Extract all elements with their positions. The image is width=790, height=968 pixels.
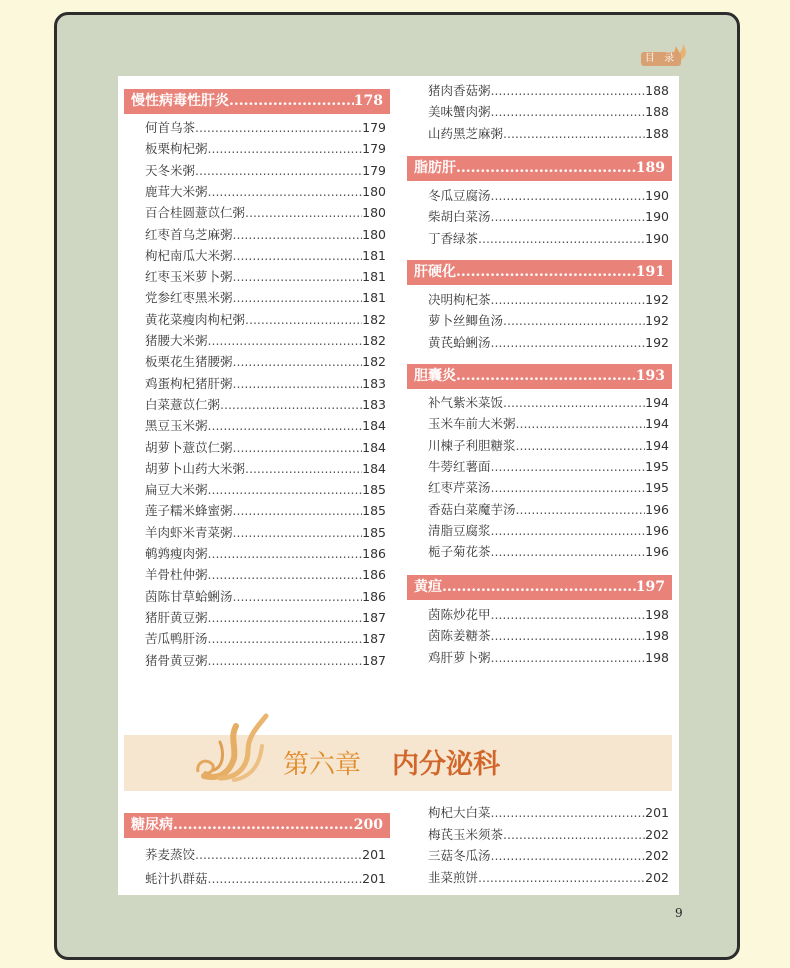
toc-entry[interactable] — [145, 459, 386, 479]
dot-leader — [233, 438, 363, 458]
entry-page: 198 — [645, 649, 669, 665]
entry-title: 枸杞南瓜大米粥 — [145, 247, 233, 263]
toc-entry[interactable] — [145, 246, 386, 266]
dot-leader — [208, 331, 363, 351]
entry-page: 190 — [645, 209, 669, 225]
toc-entry[interactable] — [145, 523, 386, 543]
entry-title: 枸杞大白菜 — [428, 805, 491, 820]
entry-title: 板栗花生猪腰粥 — [145, 354, 233, 370]
dot-leader — [478, 229, 645, 249]
toc-entry[interactable] — [145, 480, 386, 500]
toc-entry[interactable] — [428, 229, 669, 249]
entry-title: 山药黑芝麻粥 — [428, 125, 504, 141]
entry-page: 184 — [362, 460, 386, 476]
entry-title: 蚝汁扒群菇 — [145, 871, 208, 886]
dot-leader — [491, 81, 646, 101]
toc-entry[interactable] — [428, 542, 669, 562]
dot-leader — [233, 225, 363, 245]
toc-entry[interactable] — [145, 501, 386, 521]
entry-title: 荞麦蒸饺 — [145, 847, 196, 862]
entry-title: 黄花菜瘦肉枸杞粥 — [145, 311, 246, 327]
dot-leader — [491, 290, 646, 310]
dot-leader — [516, 414, 646, 434]
entry-page: 179 — [362, 162, 386, 178]
dot-leader — [195, 161, 362, 181]
dot-leader — [208, 480, 363, 500]
entry-page: 190 — [645, 230, 669, 246]
entry-page: 180 — [362, 205, 386, 221]
dot-leader — [491, 542, 646, 562]
entry-title: 鹿茸大米粥 — [145, 183, 208, 199]
entry-title: 韭菜煎饼 — [428, 870, 479, 886]
entry-title: 茵陈甘草蛤蜊汤 — [145, 588, 233, 604]
entry-page: 182 — [362, 333, 386, 348]
entry-title: 猪腰大米粥 — [145, 333, 208, 348]
dot-leader — [491, 846, 646, 866]
entry-title: 苦瓜鸭肝汤 — [145, 631, 208, 647]
section-title: 黄疸 — [414, 579, 442, 595]
toc-entry[interactable] — [145, 161, 386, 181]
dot-leader — [233, 246, 363, 266]
dot-leader — [229, 89, 354, 114]
section-heading[interactable] — [124, 89, 390, 114]
toc-entry[interactable] — [145, 587, 386, 607]
toc-entry[interactable] — [428, 333, 669, 353]
toc-entry[interactable] — [145, 310, 386, 330]
entry-title: 牛蒡红薯面 — [428, 458, 491, 474]
entry-page: 186 — [362, 546, 386, 561]
section-page: 178 — [353, 93, 383, 109]
toc-entry[interactable] — [428, 393, 669, 413]
toc-entry[interactable] — [145, 139, 386, 159]
dot-leader — [491, 102, 646, 122]
toc-entry[interactable] — [145, 629, 386, 649]
toc-entry[interactable] — [428, 478, 669, 498]
toc-entry[interactable] — [428, 81, 669, 101]
entry-page: 192 — [645, 334, 669, 350]
toc-entry[interactable] — [428, 500, 669, 520]
toc-entry[interactable] — [145, 118, 386, 138]
entry-title: 猪肝黄豆粥 — [145, 609, 208, 625]
toc-entry[interactable] — [145, 331, 386, 351]
entry-page: 185 — [362, 482, 386, 498]
toc-entry[interactable] — [145, 352, 386, 372]
toc-entry[interactable] — [428, 846, 669, 866]
entry-page: 192 — [645, 313, 669, 329]
dot-leader — [478, 868, 645, 888]
entry-title: 莲子糯米蜂蜜粥 — [145, 503, 233, 519]
dot-leader — [491, 186, 646, 206]
entry-page: 188 — [645, 104, 669, 120]
toc-entry[interactable] — [428, 626, 669, 646]
entry-title: 红枣芹菜汤 — [428, 480, 491, 496]
dot-leader — [208, 608, 363, 628]
toc-entry[interactable] — [145, 225, 386, 245]
dot-leader — [245, 203, 362, 223]
toc-entry[interactable] — [145, 544, 386, 564]
entry-title: 梅芪玉米须茶 — [428, 826, 504, 842]
dot-leader — [491, 457, 646, 477]
entry-page: 195 — [645, 458, 669, 474]
dot-leader — [233, 587, 363, 607]
entry-title: 丁香绿茶 — [428, 230, 479, 246]
section-title: 胆囊炎 — [414, 368, 456, 384]
section-heading[interactable] — [407, 364, 672, 389]
dot-leader — [208, 629, 363, 649]
toc-entry[interactable] — [145, 565, 386, 585]
entry-page: 187 — [362, 631, 386, 647]
dot-leader — [516, 436, 646, 456]
dot-leader — [233, 352, 363, 372]
entry-title: 栀子菊花茶 — [428, 544, 491, 560]
toc-entry[interactable] — [145, 288, 386, 308]
section-page: 193 — [635, 368, 665, 384]
toc-entry[interactable] — [145, 374, 386, 394]
dot-leader — [173, 813, 354, 838]
entry-page: 201 — [362, 847, 386, 862]
toc-entry[interactable] — [428, 290, 669, 310]
toc-entry[interactable] — [428, 521, 669, 541]
dot-leader — [233, 267, 363, 287]
entry-page: 184 — [362, 418, 386, 434]
entry-title: 红枣玉米萝卜粥 — [145, 269, 233, 285]
toc-entry[interactable] — [145, 651, 386, 671]
dot-leader — [233, 288, 363, 308]
chapter-flame-ornament-icon — [190, 706, 276, 788]
dot-leader — [491, 626, 646, 646]
section-page: 200 — [353, 817, 383, 833]
dot-leader — [233, 523, 363, 543]
toc-entry[interactable] — [145, 267, 386, 287]
entry-page: 196 — [645, 522, 669, 538]
entry-title: 党参红枣黑米粥 — [145, 290, 233, 306]
toc-entry[interactable] — [428, 605, 669, 625]
entry-page: 202 — [645, 826, 669, 842]
toc-header-label: 目 录 — [641, 52, 681, 66]
toc-entry[interactable] — [428, 102, 669, 122]
toc-entry[interactable] — [428, 648, 669, 668]
dot-leader — [233, 374, 363, 394]
entry-title: 鹌鹑瘦肉粥 — [145, 546, 208, 561]
entry-page: 180 — [362, 183, 386, 199]
dot-leader — [220, 395, 362, 415]
toc-entry[interactable] — [428, 311, 669, 331]
entry-page: 181 — [362, 247, 386, 263]
entry-page: 198 — [645, 607, 669, 622]
entry-page: 181 — [362, 269, 386, 285]
entry-page: 196 — [645, 544, 669, 560]
dot-leader — [195, 118, 362, 138]
dot-leader — [503, 124, 645, 144]
toc-entry[interactable] — [145, 395, 386, 415]
entry-title: 玉米车前大米粥 — [428, 416, 516, 432]
dot-leader — [503, 825, 645, 845]
entry-title: 百合桂圆薏苡仁粥 — [145, 205, 246, 221]
entry-title: 黄芪蛤蜊汤 — [428, 334, 491, 350]
entry-page: 188 — [645, 83, 669, 98]
dot-leader — [208, 565, 363, 585]
dot-leader — [208, 869, 363, 889]
toc-entry[interactable] — [428, 803, 669, 823]
toc-entry[interactable] — [428, 457, 669, 477]
entry-title: 羊骨杜仲粥 — [145, 567, 208, 583]
entry-page: 185 — [362, 503, 386, 519]
toc-entry[interactable] — [145, 182, 386, 202]
entry-title: 补气紫米菜饭 — [428, 395, 504, 410]
entry-page: 188 — [645, 125, 669, 141]
dot-leader — [516, 500, 646, 520]
toc-entry[interactable] — [428, 436, 669, 456]
entry-page: 183 — [362, 396, 386, 412]
entry-title: 胡萝卜薏苡仁粥 — [145, 439, 233, 455]
dot-leader — [491, 478, 646, 498]
entry-title: 三菇冬瓜汤 — [428, 848, 491, 864]
entry-title: 羊肉虾米青菜粥 — [145, 524, 233, 540]
section-heading[interactable] — [124, 813, 390, 838]
entry-title: 胡萝卜山药大米粥 — [145, 460, 246, 476]
entry-page: 180 — [362, 226, 386, 242]
dot-leader — [208, 544, 363, 564]
section-title: 糖尿病 — [131, 817, 173, 833]
dot-leader — [442, 575, 636, 600]
entry-page: 181 — [362, 290, 386, 306]
entry-page: 192 — [645, 292, 669, 307]
dot-leader — [491, 605, 646, 625]
entry-title: 鸡肝萝卜粥 — [428, 649, 491, 665]
section-page: 189 — [635, 160, 665, 176]
toc-entry[interactable] — [145, 203, 386, 223]
entry-title: 扁豆大米粥 — [145, 482, 208, 498]
entry-page: 184 — [362, 439, 386, 455]
entry-page: 202 — [645, 848, 669, 864]
section-page: 197 — [635, 579, 665, 595]
entry-title: 猪骨黄豆粥 — [145, 652, 208, 668]
entry-title: 何首乌茶 — [145, 120, 196, 135]
entry-title: 白菜薏苡仁粥 — [145, 396, 221, 412]
chapter-number: 第六章 — [283, 750, 362, 780]
entry-title: 天冬米粥 — [145, 162, 196, 178]
section-heading[interactable] — [407, 260, 672, 285]
toc-entry[interactable] — [428, 868, 669, 888]
entry-title: 茵陈炒花甲 — [428, 607, 491, 622]
entry-page: 195 — [645, 480, 669, 496]
page-number: 9 — [675, 906, 683, 920]
entry-page: 194 — [645, 416, 669, 432]
section-title: 肝硬化 — [414, 264, 456, 280]
dot-leader — [491, 803, 646, 823]
entry-page: 198 — [645, 628, 669, 644]
entry-title: 茵陈姜糖茶 — [428, 628, 491, 644]
dot-leader — [503, 311, 645, 331]
entry-page: 182 — [362, 354, 386, 370]
entry-page: 201 — [645, 805, 669, 820]
section-title: 慢性病毒性肝炎 — [131, 93, 229, 109]
entry-page: 194 — [645, 437, 669, 453]
entry-page: 183 — [362, 375, 386, 391]
entry-title: 香菇白菜魔芋汤 — [428, 501, 516, 517]
toc-entry[interactable] — [145, 438, 386, 458]
entry-title: 猪肉香菇粥 — [428, 83, 491, 98]
toc-entry[interactable] — [145, 416, 386, 436]
entry-page: 186 — [362, 588, 386, 604]
entry-page: 194 — [645, 395, 669, 410]
entry-title: 板栗枸杞粥 — [145, 141, 208, 157]
section-heading[interactable] — [407, 575, 672, 600]
entry-page: 187 — [362, 652, 386, 668]
entry-page: 187 — [362, 609, 386, 625]
dot-leader — [195, 845, 362, 865]
entry-page: 186 — [362, 567, 386, 583]
dot-leader — [245, 459, 362, 479]
dot-leader — [456, 364, 636, 389]
entry-page: 179 — [362, 141, 386, 157]
entry-page: 185 — [362, 524, 386, 540]
dot-leader — [208, 182, 363, 202]
dot-leader — [491, 648, 646, 668]
entry-page: 179 — [362, 120, 386, 135]
toc-entry[interactable] — [145, 845, 386, 865]
section-heading[interactable] — [407, 156, 672, 181]
entry-title: 鸡蛋枸杞猪肝粥 — [145, 375, 233, 391]
entry-title: 决明枸杞茶 — [428, 292, 491, 307]
dot-leader — [233, 501, 363, 521]
dot-leader — [491, 333, 646, 353]
entry-title: 黑豆玉米粥 — [145, 418, 208, 434]
dot-leader — [503, 393, 645, 413]
toc-entry[interactable] — [145, 869, 386, 889]
entry-page: 182 — [362, 311, 386, 327]
toc-entry[interactable] — [428, 207, 669, 227]
dot-leader — [456, 260, 636, 285]
entry-title: 冬瓜豆腐汤 — [428, 188, 491, 203]
dot-leader — [245, 310, 362, 330]
chapter-title: 内分泌科 — [392, 749, 500, 780]
toc-entry[interactable] — [428, 825, 669, 845]
toc-entry[interactable] — [428, 186, 669, 206]
entry-title: 清脂豆腐浆 — [428, 522, 491, 538]
entry-page: 202 — [645, 870, 669, 886]
dot-leader — [208, 416, 363, 436]
entry-page: 201 — [362, 871, 386, 886]
entry-page: 190 — [645, 188, 669, 203]
entry-page: 196 — [645, 501, 669, 517]
entry-title: 柴胡白菜汤 — [428, 209, 491, 225]
dot-leader — [491, 521, 646, 541]
dot-leader — [491, 207, 646, 227]
dot-leader — [208, 139, 363, 159]
dot-leader — [208, 651, 363, 671]
entry-title: 萝卜丝鲫鱼汤 — [428, 313, 504, 329]
toc-entry[interactable] — [145, 608, 386, 628]
toc-entry[interactable] — [428, 414, 669, 434]
dot-leader — [456, 156, 636, 181]
section-page: 191 — [635, 264, 665, 280]
toc-entry[interactable] — [428, 124, 669, 144]
entry-title: 美味蟹肉粥 — [428, 104, 491, 120]
entry-title: 红枣首乌芝麻粥 — [145, 226, 233, 242]
entry-title: 川楝子利胆糖浆 — [428, 437, 516, 453]
section-title: 脂肪肝 — [414, 160, 456, 176]
